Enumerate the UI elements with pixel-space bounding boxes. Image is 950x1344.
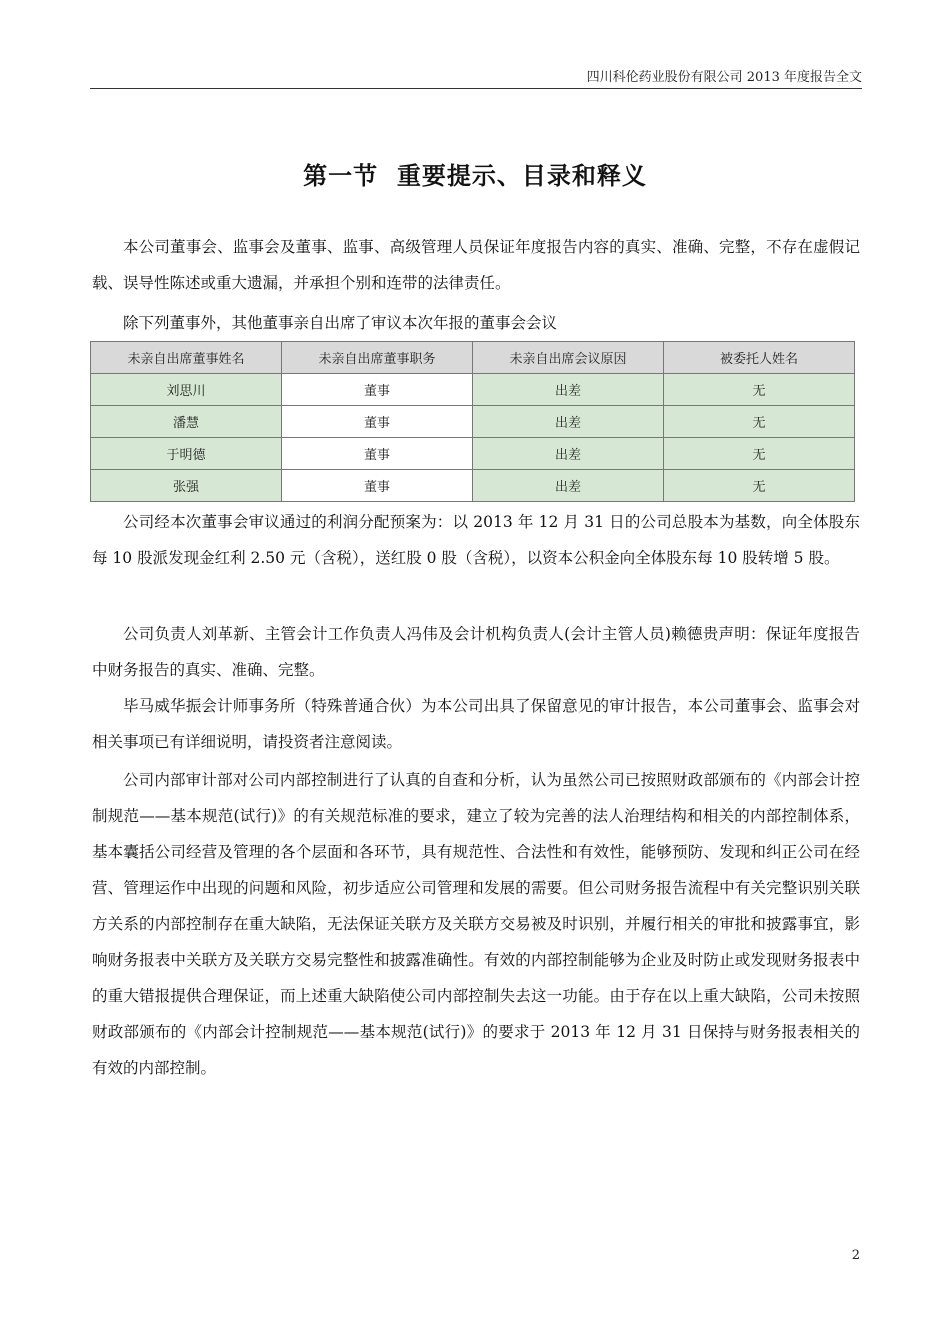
cell-absence-reason: 出差 (473, 374, 664, 406)
cell-absence-reason: 出差 (473, 406, 664, 438)
cell-absence-reason: 出差 (473, 438, 664, 470)
page-number: 2 (851, 1248, 860, 1263)
paragraph-responsibility-statement: 本公司董事会、监事会及董事、监事、高级管理人员保证年度报告内容的真实、准确、完整，不存在虚假记载、误导性陈述或重大遗漏，并承担个别和连带的法律责任。 (92, 238, 860, 292)
running-header (90, 60, 862, 89)
cell-director-name: 刘思川 (91, 374, 282, 406)
cell-proxy-name: 无 (664, 374, 855, 406)
cell-proxy-name: 无 (664, 470, 855, 502)
table-row (91, 406, 855, 438)
cell-director-name: 张强 (91, 470, 282, 502)
section-title: 第一节 重要提示、目录和释义 (303, 162, 647, 190)
column-header-reason: 未亲自出席会议原因 (473, 342, 664, 374)
cell-director-position: 董事 (282, 374, 473, 406)
cell-director-name: 潘慧 (91, 406, 282, 438)
paragraph-profit-distribution: 公司经本次董事会审议通过的利润分配预案为：以 2013 年 12 月 31 日的公司总股本为基数，向全体股东每 10 股派发现金红利 2.50 元（含税），送红股 0 股（含税），以资本公积金向全体股东每 10 股转增 5 股。 (92, 513, 860, 567)
column-header-position: 未亲自出席董事职务 (282, 342, 473, 374)
column-header-name: 未亲自出席董事姓名 (91, 342, 282, 374)
paragraph-attendance-note: 除下列董事外，其他董事亲自出席了审议本次年报的董事会会议 (123, 314, 558, 332)
paragraph-audit-opinion: 毕马威华振会计师事务所（特殊普通合伙）为本公司出具了保留意见的审计报告，本公司董事会、监事会对相关事项已有详细说明，请投资者注意阅读。 (92, 697, 860, 751)
cell-proxy-name: 无 (664, 406, 855, 438)
paragraph-internal-control: 公司内部审计部对公司内部控制进行了认真的自查和分析，认为虽然公司已按照财政部颁布的《内部会计控制规范——基本规范(试行)》的有关规范标准的要求，建立了较为完善的法人治理结构和相关的内部控制体系，基本囊括公司经营及管理的各个层面和各环节，具有规范性、合法性和有效性，能够预防、发现和纠正公司在经营、管理运作中出现的问题和风险，初步适应公司管理和发展的需要。但公司财务报告流程中有关完整识别关联方关系的内部控制存在重大缺陷，无法保证关联方及关联方交易被及时识别，并履行相关的审批和披露事宜，影响财务报表中关联方及关联方交易完整性和披露准确性。有效的内部控制能够为企业及时防止或发现财务报表中的重大错报提供合理保证，而上述重大缺陷使公司内部控制失去这一功能。由于存在以上重大缺陷，公司未按照财政部颁布的《内部会计控制规范——基本规范(试行)》的要求于 2013 年 12 月 31 日保持与财务报表相关的有效的内部控制。 (92, 771, 860, 1077)
running-header-title: 四川科伦药业股份有限公司 2013 年度报告全文 (586, 70, 862, 85)
absent-directors-table (90, 341, 855, 502)
paragraph-financial-declaration: 公司负责人刘革新、主管会计工作负责人冯伟及会计机构负责人(会计主管人员)赖德贵声明：保证年度报告中财务报告的真实、准确、完整。 (92, 625, 860, 679)
cell-proxy-name: 无 (664, 438, 855, 470)
table-row (91, 374, 855, 406)
cell-absence-reason: 出差 (473, 470, 664, 502)
cell-director-position: 董事 (282, 406, 473, 438)
cell-director-position: 董事 (282, 438, 473, 470)
cell-director-name: 于明德 (91, 438, 282, 470)
cell-director-position: 董事 (282, 470, 473, 502)
table-row (91, 470, 855, 502)
column-header-proxy: 被委托人姓名 (664, 342, 855, 374)
table-header-row (91, 342, 855, 374)
table-row (91, 438, 855, 470)
